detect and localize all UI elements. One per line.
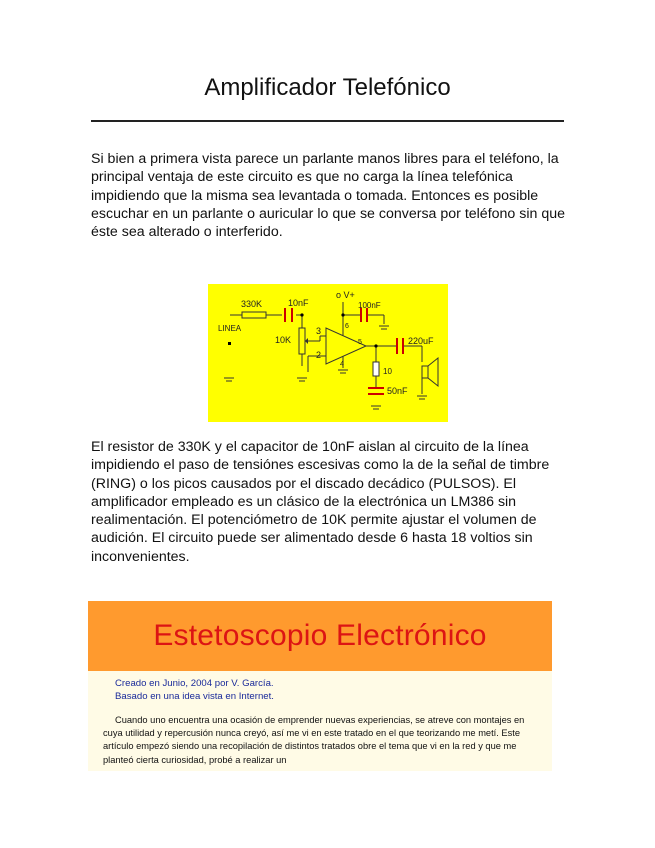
resistor-330k [242,312,266,318]
label-pin5: 5 [358,339,362,346]
label-c1: 10nF [288,298,309,308]
label-vplus: o V+ [336,290,355,300]
label-c-supply: 100nF [358,301,381,310]
label-pin3: 3 [316,326,322,336]
article-meta-created: Creado en Junio, 2004 por V. García. [115,678,274,689]
article-body: Cuando uno encuentra una ocasión de emprender nuevas experiencias, se atreve con montajes en cuya utilidad y repercusión nunca creyó, así me vi en este tratado en el que teorizando me metí. Este artículo empezó siendo una recopilación de distintos tratados obre el tema que vi en la red y que me planteó cierta curiosidad, probé a realizar un [103,715,525,765]
label-pot: 10K [275,335,292,345]
intro-paragraph: Si bien a primera vista parece un parlante manos libres para el teléfono, la principal ventaja de este circuito es que no carga la línea telefónica impidiendo que la misma sea levantada o tomada. Entonces es posible escuchar en un parlante o auricular lo que se conversa por teléfono sin que éste sea alterado o interferido. [91,151,566,241]
title-divider [91,120,564,122]
label-r1: 330K [241,299,263,309]
article-meta [88,671,552,703]
label-pin2: 2 [316,350,322,360]
amplifier-circuit-diagram [208,284,448,422]
label-c-snub: 50nF [387,386,408,396]
article-title: Estetoscopio Electrónico [153,619,487,652]
article-banner [88,601,552,671]
potentiometer-10k [299,328,305,354]
description-paragraph: El resistor de 330K y el capacitor de 10nF aislan al circuito de la línea impidiendo el paso de tensiónes escesivas como la de la señal de timbre (RING) o los picos causados por el discado decádico (PULSOS). El amplificador empleado es un clásico de la electrónica un LM386 sin realimentación. El potenciómetro de 10K permite ajustar el volumen de audición. El circuito puede ser alimentado desde 6 hasta 18 voltios sin inconvenientes. [91,439,550,565]
label-r-out: 10 [383,367,392,376]
article-meta-source: Basado en una idea vista en Internet. [115,691,274,702]
page-title: Amplificador Telefónico [204,74,451,101]
label-c-out: 220uF [408,336,434,346]
label-input: LINEA [218,324,242,333]
embedded-article [88,601,552,771]
label-pin6: 6 [345,323,349,330]
label-pin4: 4 [340,361,344,368]
resistor-10-ohm [373,362,379,376]
